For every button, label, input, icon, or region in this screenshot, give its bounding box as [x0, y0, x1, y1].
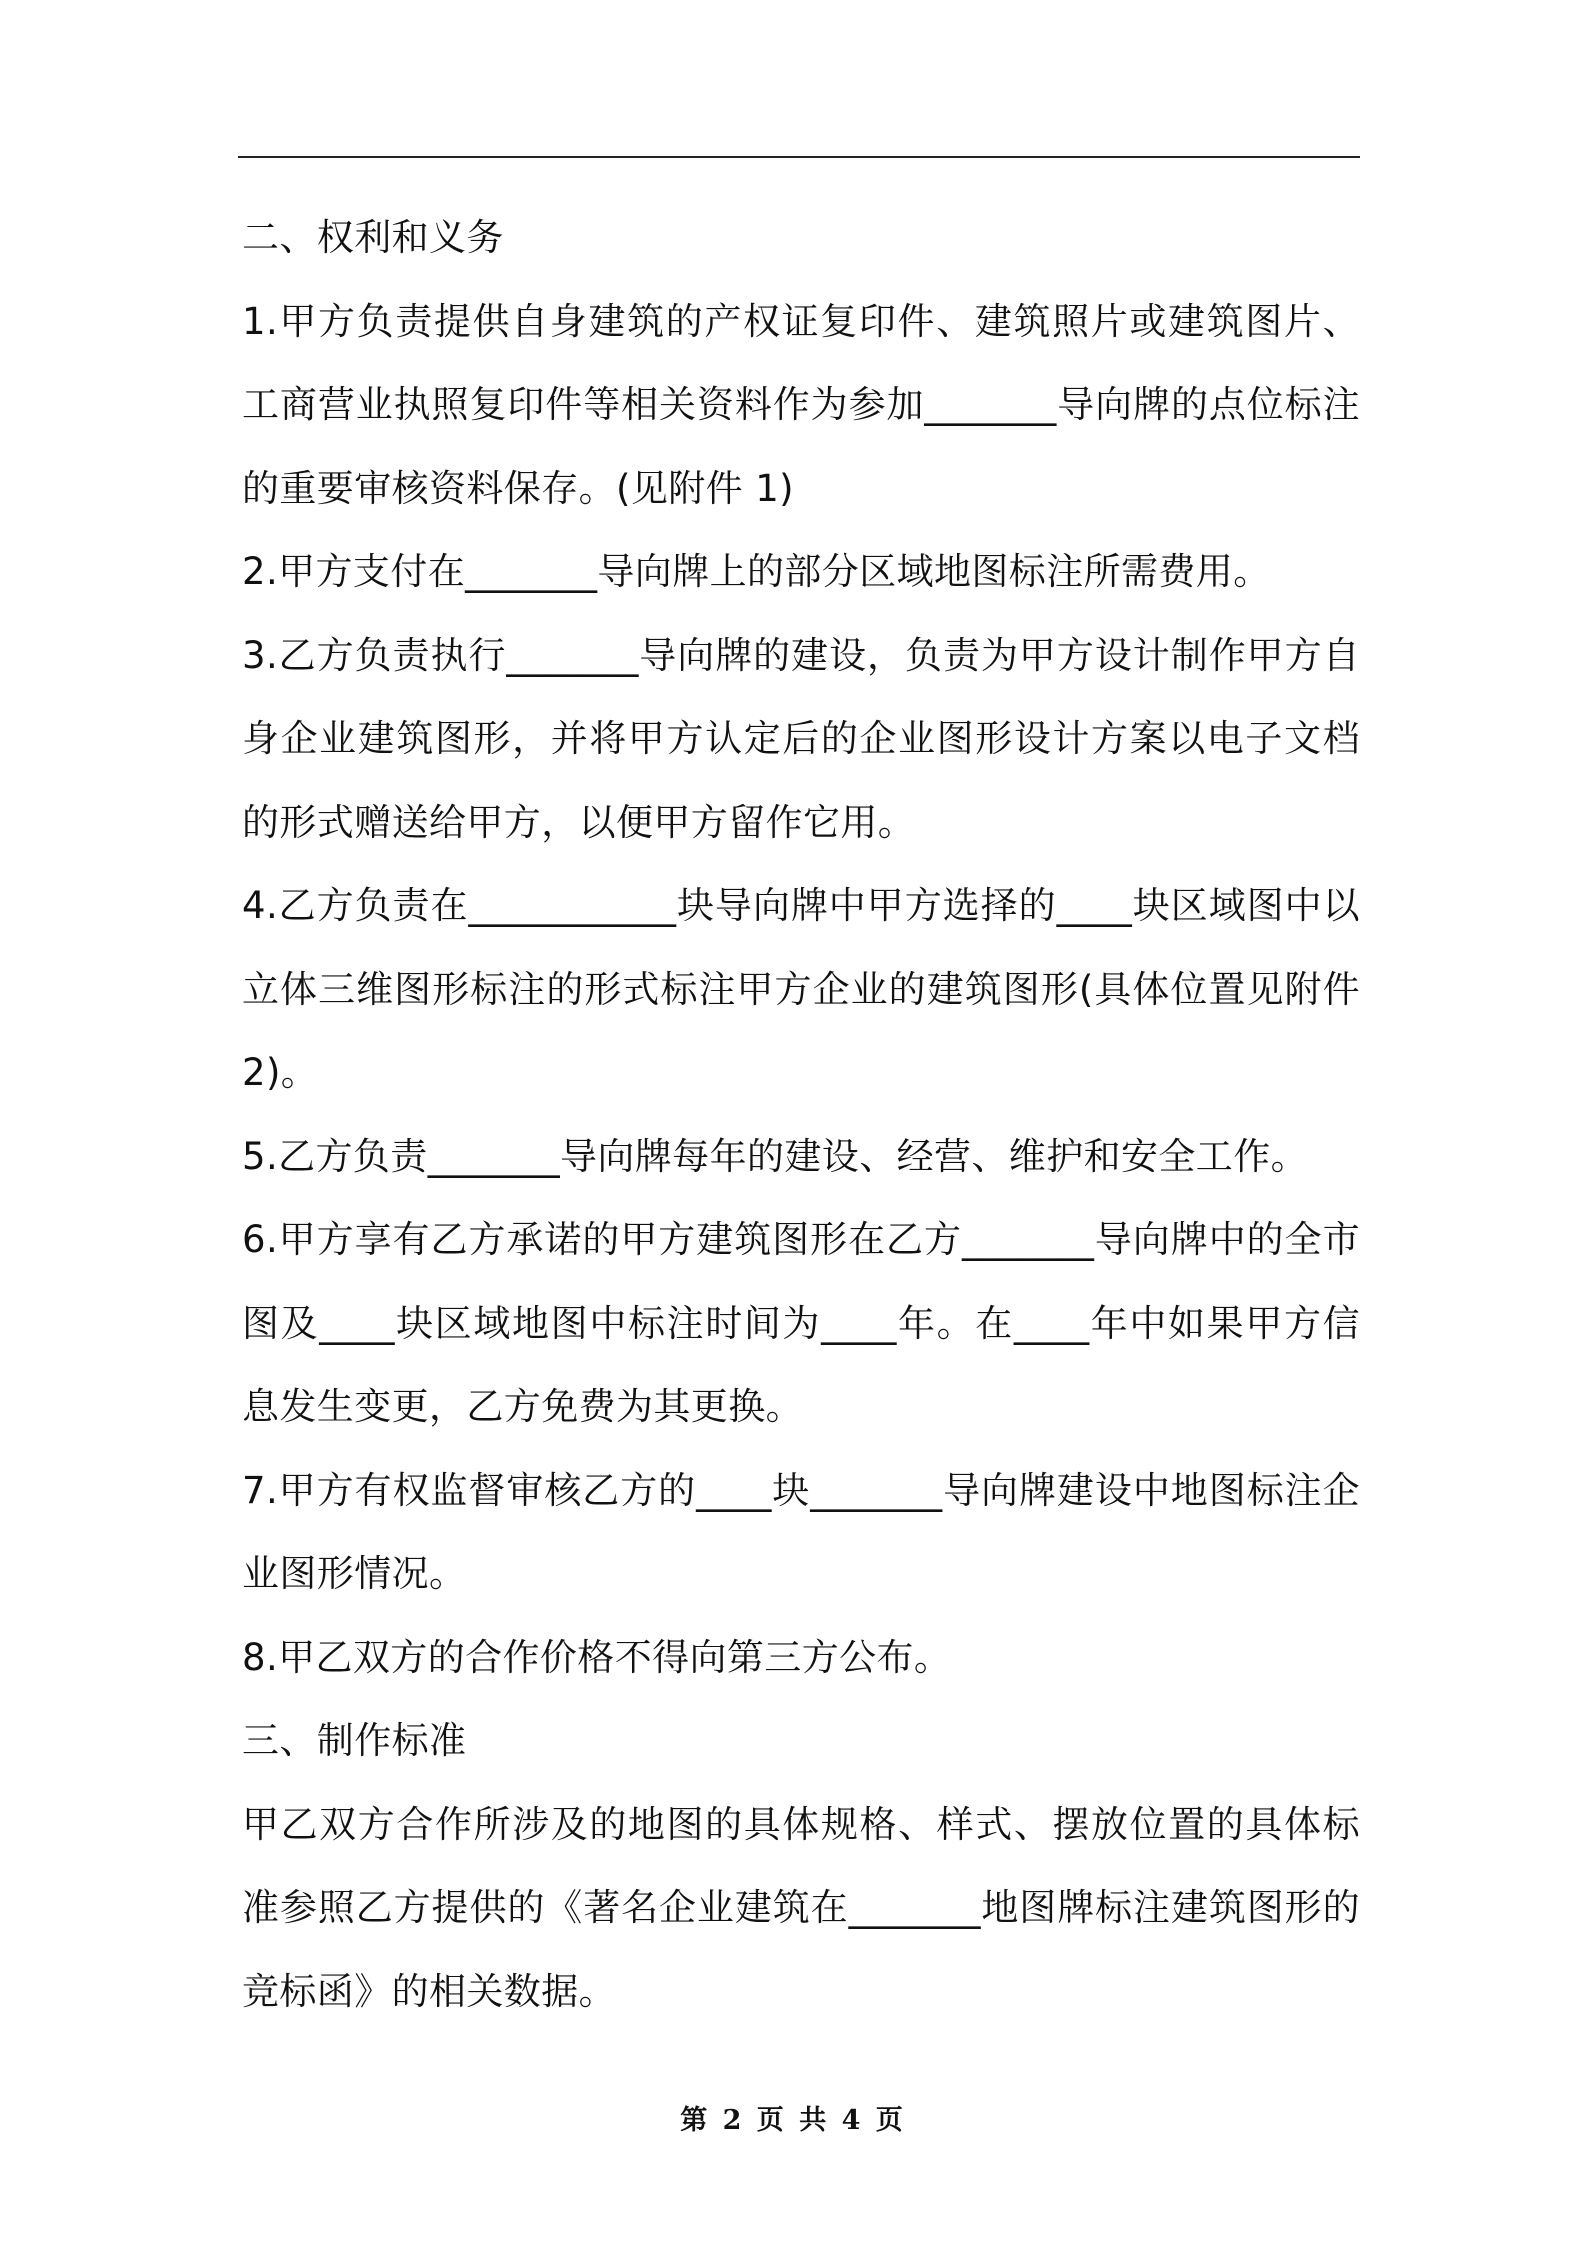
standards-paragraph: 甲乙双方合作所涉及的地图的具体规格、样式、摆放位置的具体标准参照乙方提供的《著名企业建筑在_______地图牌标注建筑图形的竞标函》的相关数据。 — [242, 1802, 1360, 2013]
clause-4: 4.乙方负责在___________块导向牌中甲方选择的____块区域图中以立体三维图形标注的形式标注甲方企业的建筑图形(具体位置见附件 2)。 — [242, 884, 1360, 1094]
header-divider — [238, 156, 1360, 158]
clause-7: 7.甲方有权监督审核乙方的____块_______导向牌建设中地图标注企业图形情况。 — [242, 1468, 1360, 1595]
clause-3: 3.乙方负责执行_______导向牌的建设，负责为甲方设计制作甲方自身企业建筑图形，并将甲方认定后的企业图形设计方案以电子文档的形式赠送给甲方，以便甲方留作它用。 — [242, 633, 1360, 844]
clause-1: 1.甲方负责提供自身建筑的产权证复印件、建筑照片或建筑图片、工商营业执照复印件等相关资料作为参加_______导向牌的点位标注的重要审核资料保存。(见附件 1) — [242, 299, 1360, 510]
clause-5: 5.乙方负责_______导向牌每年的建设、经营、维护和安全工作。 — [242, 1134, 1309, 1178]
section-heading-rights: 二、权利和义务 — [242, 216, 504, 259]
clause-2: 2.甲方支付在_______导向牌上的部分区域地图标注所需费用。 — [242, 550, 1271, 593]
document-body — [242, 196, 1360, 2033]
clause-6: 6.甲方享有乙方承诺的甲方建筑图形在乙方_______导向牌中的全市图及____块区域地图中标注时间为____年。在____年中如果甲方信息发生变更，乙方免费为其更换。 — [242, 1218, 1360, 1428]
clause-8: 8.甲乙双方的合作价格不得向第三方公布。 — [242, 1635, 952, 1679]
page-number: 第 2 页 共 4 页 — [680, 2105, 906, 2136]
section-heading-standards: 三、制作标准 — [242, 1719, 467, 1762]
